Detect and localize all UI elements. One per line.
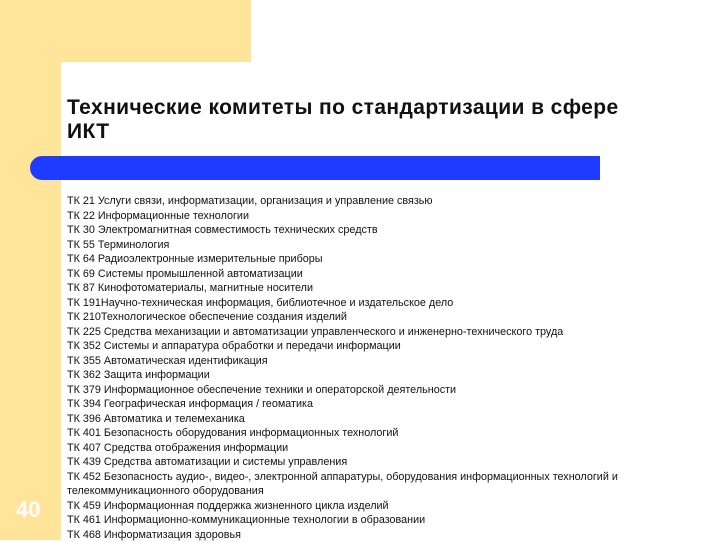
committee-list [67,194,707,542]
list-item: ТК 64 Радиоэлектронные измерительные приборы [67,252,707,267]
list-item: ТК 191Научно-техническая информация, библиотечное и издательское дело [67,296,707,311]
list-item: ТК 461 Информационно-коммуникационные технологии в образовании [67,513,707,528]
list-item: ТК 225 Средства механизации и автоматизации управленческого и инженерно-технического труда [67,325,707,340]
list-item: ТК 401 Безопасность оборудования информационных технологий [67,426,707,441]
slide-title: Технические комитеты по стандартизации в сфере ИКТ [67,96,627,144]
list-item: ТК 22 Информационные технологии [67,209,707,224]
decorative-corner [61,62,95,96]
list-item: ТК 87 Кинофотоматериалы, магнитные носители [67,281,707,296]
list-item: ТК 362 Защита информации [67,368,707,383]
decorative-left-strip [0,0,61,540]
list-item: ТК 459 Информационная поддержка жизненного цикла изделий [67,499,707,514]
list-item: ТК 352 Системы и аппаратура обработки и передачи информации [67,339,707,354]
list-item: ТК 468 Информатизация здоровья [67,528,707,542]
list-item: ТК 379 Информационное обеспечение техники и операторской деятельности [67,383,707,398]
list-item: ТК 439 Средства автоматизации и системы управления [67,455,707,470]
list-item: ТК 55 Терминология [67,238,707,253]
list-item: ТК 210Технологическое обеспечение создания изделий [67,310,707,325]
list-item: ТК 21 Услуги связи, информатизации, организация и управление связью [67,194,707,209]
title-underline-bar [30,156,600,180]
list-item: ТК 394 Географическая информация / геоматика [67,397,707,412]
list-item: ТК 30 Электромагнитная совместимость технических средств [67,223,707,238]
list-item: ТК 69 Системы промышленной автоматизации [67,267,707,282]
list-item: ТК 355 Автоматическая идентификация [67,354,707,369]
list-item: ТК 452 Безопасность аудио-, видео-, электронной аппаратуры, оборудования информационных технологий и телекоммуникационного оборудования [67,470,707,499]
list-item: ТК 407 Средства отображения информации [67,441,707,456]
list-item: ТК 396 Автоматика и телемеханика [67,412,707,427]
page-number: 40 [16,497,56,523]
